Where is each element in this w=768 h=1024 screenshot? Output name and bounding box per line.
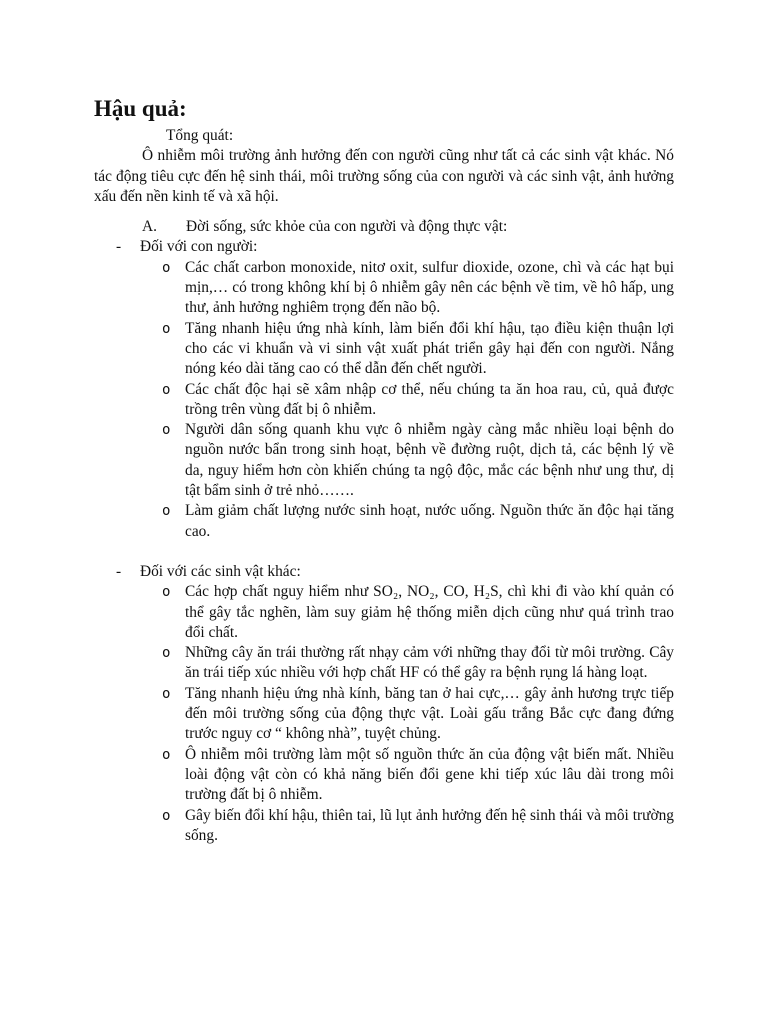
bullet-marker: o [162, 807, 171, 824]
group-human-heading [94, 237, 674, 257]
dash-marker: - [116, 562, 122, 580]
summary-label: Tổng quát: [166, 127, 234, 144]
list-item-text: Các chất độc hại sẽ xâm nhập cơ thể, nếu chúng ta ăn hoa rau, củ, quả được trồng trên vùng đất bị ô nhiễm. [185, 380, 674, 418]
bullet-marker: o [162, 503, 171, 520]
group-organisms-list [94, 582, 674, 846]
list-item [94, 420, 674, 501]
list-item-text: Người dân sống quanh khu vực ô nhiễm ngày càng mắc nhiều loại bệnh do nguồn nước bẩn trong sinh hoạt, bệnh về đường ruột, dịch tả, các bệnh lý về da, nguy hiểm hơn còn khiến chúng ta ngộ độc, mắc các bệnh như ung thư, dị tật bẩm sinh ở trẻ nhỏ……. [185, 421, 674, 500]
bullet-marker: o [162, 584, 171, 601]
section-a-marker: A. [142, 218, 157, 236]
list-item-text: Các chất carbon monoxide, nitơ oxit, sulfur dioxide, ozone, chì và các hạt bụi mịn,… có trong không khí bị ô nhiễm gây nên các bệnh về tim, về hô hấp, ung thư, ảnh hưởng nghiêm trọng đến não bộ. [185, 258, 674, 317]
list-item [94, 258, 674, 319]
dash-marker: - [116, 238, 122, 256]
group-organisms [94, 562, 674, 846]
list-item-text: Gây biến đổi khí hậu, thiên tai, lũ lụt ảnh hưởng đến hệ sinh thái và môi trường sống. [185, 806, 674, 844]
list-item-text: Tăng nhanh hiệu ứng nhà kính, băng tan ở hai cực,… gây ảnh hương trực tiếp đến môi trường sống của động thực vật. Loài gấu trắng Bắc cực đang đứng trước nguy cơ “ không nhà”, tuyệt chủng. [185, 684, 674, 743]
list-item [94, 380, 674, 421]
bullet-marker: o [162, 645, 171, 662]
list-item [94, 319, 674, 380]
spacer [94, 542, 674, 562]
page-heading: Hậu quả: [94, 96, 187, 121]
bullet-marker: o [162, 746, 171, 763]
bullet-marker: o [162, 422, 171, 439]
bullet-marker: o [162, 685, 171, 702]
bullet-marker: o [162, 381, 171, 398]
list-item [94, 501, 674, 542]
list-item-text: Các hợp chất nguy hiểm như SO₂, NO₂, CO, H₂S, chì khi đi vào khí quản có thể gây tắc nghẽn, làm suy giảm hệ thống miễn dịch cũng như quá trình trao đổi chất. [185, 583, 674, 641]
list-item [94, 684, 674, 745]
list-item-text: Làm giảm chất lượng nước sinh hoạt, nước uống. Nguồn thức ăn độc hại tăng cao. [185, 502, 674, 540]
list-item-text: Tăng nhanh hiệu ứng nhà kính, làm biến đổi khí hậu, tạo điều kiện thuận lợi cho các vi khuẩn và vi sinh vật xuất phát triển gây hại đến con người. Nắng nóng kéo dài tăng cao có thể dẫn đến chết người. [185, 319, 674, 378]
list-item [94, 745, 674, 806]
group-human [94, 237, 674, 541]
list-item [94, 582, 674, 643]
bullet-marker: o [162, 320, 171, 337]
bullet-marker: o [162, 259, 171, 276]
group-human-title: Đối với con người: [140, 238, 258, 256]
group-organisms-title: Đối với các sinh vật khác: [140, 562, 301, 580]
summary-paragraph: Ô nhiễm môi trường ảnh hưởng đến con người cũng như tất cả các sinh vật khác. Nó tác động tiêu cực đến hệ sinh thái, môi trường sống của con người và các sinh vật, ảnh hưởng xấu đến nền kinh tế và xã hội. [94, 147, 674, 205]
list-item [94, 643, 674, 684]
group-human-list [94, 258, 674, 542]
list-item [94, 806, 674, 847]
list-item-text: Ô nhiễm môi trường làm một số nguồn thức ăn của động vật biến mất. Nhiều loài động vật còn có khả năng biến đổi gene khi tiếp xúc lâu dài trong môi trường đất bị ô nhiễm. [185, 745, 674, 804]
section-a-title: Đời sống, sức khỏe của con người và động thực vật: [186, 218, 508, 236]
document-page [94, 92, 674, 846]
list-item-text: Những cây ăn trái thường rất nhạy cảm với những thay đổi từ môi trường. Cây ăn trái tiếp xúc nhiều với hợp chất HF có thể gây ra bệnh rụng lá hàng loạt. [185, 644, 674, 682]
section-a-heading [94, 217, 674, 237]
group-organisms-heading [94, 562, 674, 582]
